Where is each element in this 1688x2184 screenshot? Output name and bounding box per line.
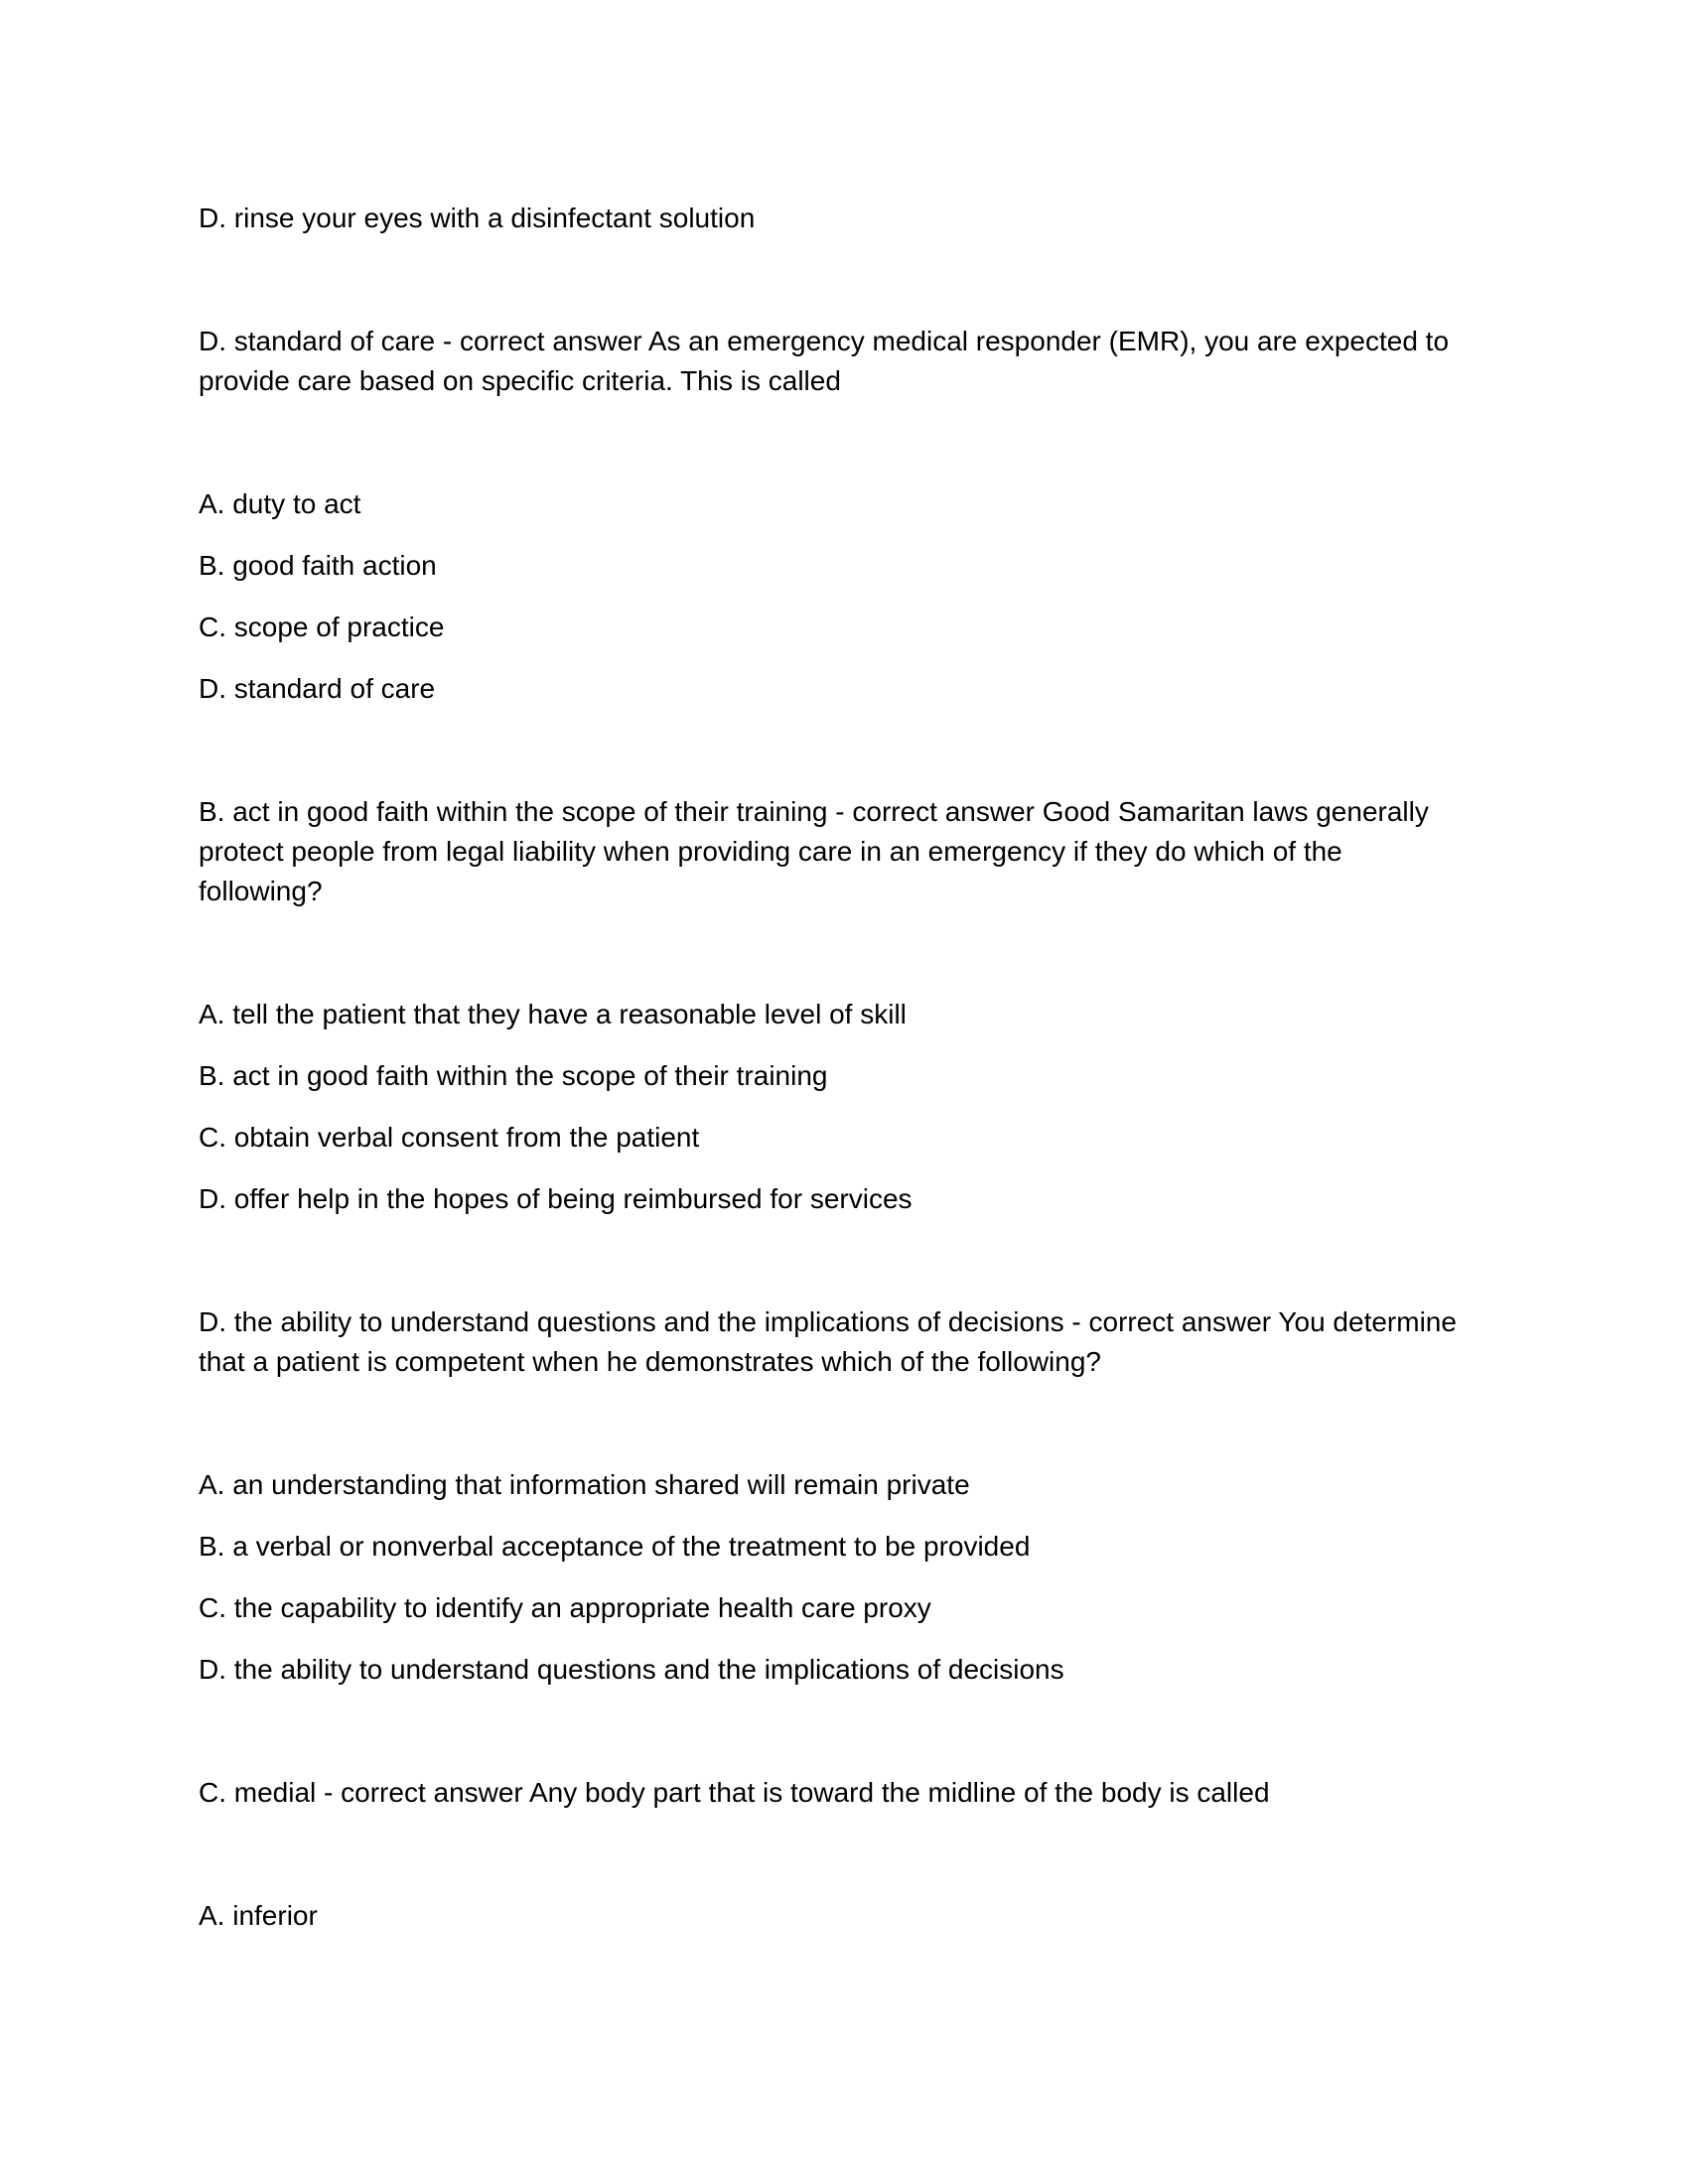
answer-option-line: A. duty to act <box>199 488 361 519</box>
answer-option-line: D. rinse your eyes with a disinfectant solution <box>199 203 756 233</box>
answer-option-line: B. a verbal or nonverbal acceptance of the treatment to be provided <box>199 1531 1031 1562</box>
answer-option-line: D. the ability to understand questions and the implications of decisions <box>199 1654 1064 1685</box>
question-line: provide care based on specific criteria. This is called <box>199 365 841 396</box>
answer-option-line: A. an understanding that information shared will remain private <box>199 1469 970 1500</box>
question-line: D. the ability to understand questions and the implications of decisions - correct answer You determine <box>199 1306 1457 1337</box>
answer-option-line: C. scope of practice <box>199 612 445 642</box>
answer-option-line: A. inferior <box>199 1900 318 1931</box>
answer-option-line: C. obtain verbal consent from the patient <box>199 1122 700 1153</box>
question-line: D. standard of care - correct answer As an emergency medical responder (EMR), you are expected to <box>199 326 1450 356</box>
answer-option-line: D. offer help in the hopes of being reimbursed for services <box>199 1183 913 1214</box>
question-line: following? <box>199 876 323 906</box>
question-line: protect people from legal liability when providing care in an emergency if they do which of the <box>199 836 1342 867</box>
question-line: that a patient is competent when he demonstrates which of the following? <box>199 1346 1101 1377</box>
answer-option-line: C. the capability to identify an appropriate health care proxy <box>199 1592 931 1623</box>
answer-option-line: B. good faith action <box>199 550 437 581</box>
answer-option-line: A. tell the patient that they have a reasonable level of skill <box>199 999 907 1029</box>
answer-option-line: B. act in good faith within the scope of their training <box>199 1060 828 1091</box>
question-line: C. medial - correct answer Any body part that is toward the midline of the body is called <box>199 1777 1270 1808</box>
answer-option-line: D. standard of care <box>199 673 436 704</box>
question-line: B. act in good faith within the scope of their training - correct answer Good Samaritan laws generally <box>199 796 1429 827</box>
